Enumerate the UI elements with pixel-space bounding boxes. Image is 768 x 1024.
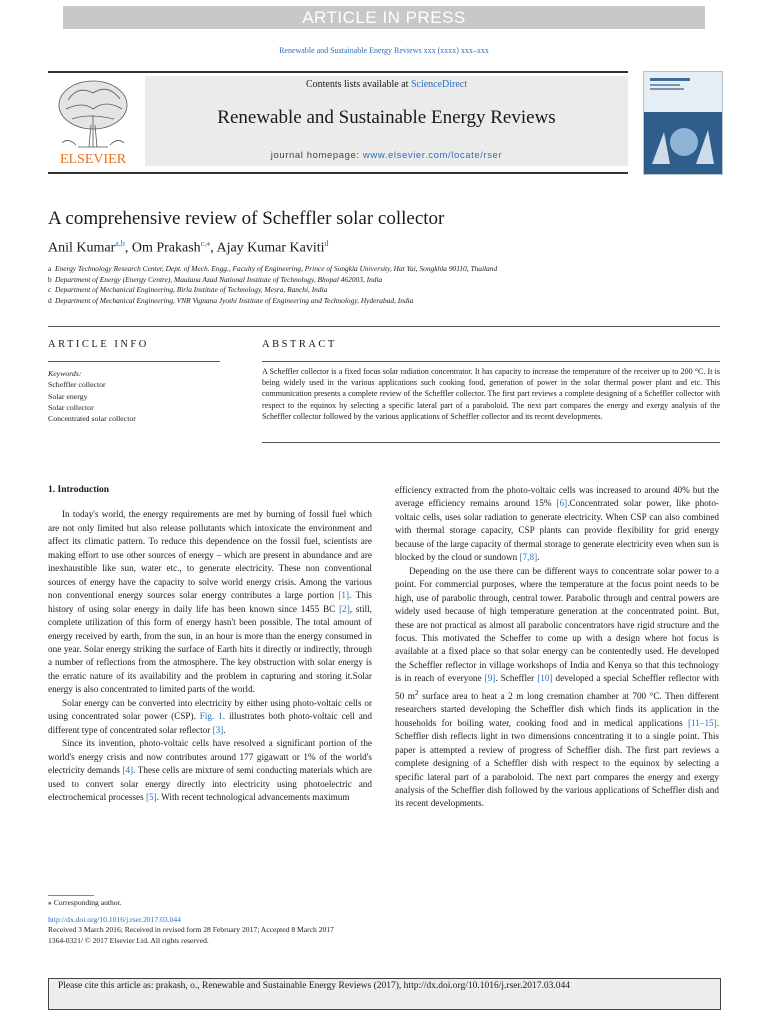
reference-link[interactable]: [2]	[339, 603, 350, 614]
paragraph	[395, 565, 719, 811]
keyword: Scheffler collector	[48, 380, 106, 390]
affiliation-text: Department of Mechanical Engineering, Birla Institute of Technology, Mesra, Ranchi, India	[55, 285, 328, 294]
affiliation-label: d	[48, 295, 52, 305]
reference-link[interactable]: [10]	[537, 673, 553, 684]
text-run: . illustrates both photo-voltaic cell and different type of concentrated solar reflector	[48, 711, 372, 735]
section-heading: 1. Introduction	[48, 485, 110, 495]
superscript: 2	[414, 687, 419, 697]
affiliation	[48, 264, 497, 275]
author-affiliation-sup[interactable]: c,⁎	[200, 239, 211, 248]
abstract-text: A Scheffler collector is a fixed focus solar radiation concentrator. It has capacity to increase the temperature of the receiver up to 200 °C. It is being widely used in the various applications such cooking food, generation of power in the solar thermal power plant and etc. This communication presents a complete review of the Scheffler collector. The first part reviews a complete designing of a Scheffler collector with respect to the equinox by selecting a specific lateral part of a paraboloid. The next part compares the energy and exergy analysis of the Scheffler collector followed by the various applications of Scheffler collector and its recent developments.	[262, 367, 720, 421]
figure-link[interactable]: Fig. 1	[199, 711, 223, 722]
body-right-column	[395, 484, 719, 811]
reference-link[interactable]: [9]	[484, 673, 496, 684]
affiliation-text: Department of Mechanical Engineering, VNR Vignana Jyothi Institute of Engineering and Technology, Hyderabad, India	[55, 295, 414, 305]
text-run: .	[223, 724, 226, 735]
elsevier-wordmark: ELSEVIER	[59, 152, 127, 167]
keyword: Solar collector	[48, 402, 94, 412]
journal-reference-link[interactable]: Renewable and Sustainable Energy Reviews xxx (xxxx) xxx–xxx	[279, 46, 489, 55]
copyright: 1364-0321/ © 2017 Elsevier Ltd. All rights reserved.	[48, 935, 209, 945]
received-dates: Received 3 March 2016; Received in revised form 28 February 2017; Accepted 8 March 2017	[48, 925, 334, 934]
text-run: . These cells are mixture of semi conducting materials which are used to convert solar energy directly into electricity using photoelectric and electrochemical processes	[48, 765, 372, 802]
journal-cover-image	[644, 72, 722, 174]
keyword: Concentrated solar collector	[48, 414, 136, 424]
author-name[interactable]: Anil Kumar	[48, 240, 116, 256]
article-info-heading: ARTICLE INFO	[48, 339, 149, 350]
affiliation	[48, 285, 497, 296]
body-left-column	[48, 484, 372, 804]
homepage-label: journal homepage:	[270, 150, 363, 161]
journal-homepage	[145, 150, 628, 161]
keywords-block	[48, 368, 136, 424]
affiliation-label: c	[48, 285, 52, 294]
keywords-label: Keywords:	[48, 369, 82, 378]
text-run: Since its invention, photo-voltaic cells have resolved a significant portion of the world's energy crisis and now contributes around 177 gigawatt or 1% of the world's electricity demands	[48, 738, 372, 776]
reference-link[interactable]: [11–15]	[687, 717, 717, 728]
header-top-rule	[48, 71, 628, 73]
affiliation-text: Energy Technology Research Center, Dept. of Mech. Engg., Faculty of Engineering, Prince of Songkla University, Hat Yai, Songkhla 90110, Thailand	[55, 264, 498, 273]
text-run: developed a special Scheffler reflector with 50 m	[395, 673, 719, 701]
author-affiliation-sup[interactable]: a,b	[115, 239, 125, 248]
text-run: . With recent technological advancements maximum	[156, 791, 350, 802]
abstract-bottom-rule	[262, 442, 720, 443]
paragraph	[48, 737, 372, 804]
paragraph	[48, 508, 372, 696]
text-run: Solar energy can be converted into electricity by either using photo-voltaic cells or using concentrated solar power (CSP).	[48, 697, 372, 722]
text-run: . Scheffler	[495, 673, 538, 684]
section-divider	[48, 326, 720, 327]
elsevier-logo	[48, 75, 138, 167]
author-name[interactable]: Om Prakash	[131, 240, 201, 256]
paragraph	[395, 484, 719, 565]
reference-link[interactable]: [5]	[145, 791, 157, 802]
paragraph	[48, 697, 372, 737]
footnotes	[48, 898, 334, 946]
affiliation-label: a	[48, 264, 52, 273]
abstract-rule	[262, 361, 720, 362]
reference-link[interactable]: [1]	[338, 590, 350, 601]
affiliation	[48, 275, 497, 286]
text-run: efficiency extracted from the photo-voltaic cells was increased to around 40% but the average efficiency remains around 15%	[395, 485, 719, 509]
abstract-heading: ABSTRACT	[262, 339, 337, 350]
reference-link[interactable]: [6]	[556, 498, 568, 509]
author-affiliation-sup[interactable]: d	[324, 239, 329, 248]
journal-cover-thumbnail[interactable]	[643, 71, 723, 175]
text-run: . Scheffler dish reflects light in two dimensions concentrating it to a single point. This paper is attempted a review of progress of Scheffler dish. The first part reviews a complete designing of a Scheffler dish with respect to the equinox by selecting a specific lateral part of a paraboloid. The next part compares the energy and exergy analysis of the Scheffler dish followed by the various applications of Scheffler dish and its recent developments.	[395, 717, 719, 809]
text-run: . This history of using solar energy in daily life has been known since 1455 BC	[48, 590, 373, 614]
citation-text: Please cite this article as: prakash, o., Renewable and Sustainable Energy Reviews (2017), http://dx.doi.org/10.1016/j.rser.2017.03.044	[58, 981, 571, 991]
text-run: .	[537, 552, 540, 563]
journal-title: Renewable and Sustainable Energy Reviews	[217, 107, 556, 128]
text-run: Depending on the use there can be different ways to concentrate solar power to a point. For commercial purposes, where the temperature at the focus point needs to be high, use of parabolic through, central tower. Parabolic through and central powers are widely used because of high temperature generation at the concentrated point. But, these are not practical as almost all parabolic concentrators have rigid structure and the focus. This motivated the Scheffer to come up with a design where hot focus is available at a fixed place so that solar energy can be contentedly used. He developed the Scheffler reflector in village workshops of India and Kenya so that this technology is in reach of everyone	[395, 565, 719, 684]
elsevier-tree-icon	[48, 75, 138, 167]
contents-prefix: Contents lists available at	[305, 79, 411, 90]
header-bottom-rule	[48, 172, 628, 174]
article-title: A comprehensive review of Scheffler solar collector	[48, 208, 445, 229]
author-name[interactable]: Ajay Kumar Kaviti	[216, 240, 325, 256]
text-run: In today's world, the energy requirements are met by burning of fossil fuel which are not only limited but also release pollutants which intoxicate the environment and affect its climatic pattern. To reduce this dependence on the fossil fuel, scientists are making effort to use other sources of energy – which are present in abundance and are inexhaustible like sun, water etc., to generate electricity. These non conventional sources of energy have the capacity to solve world energy crisis. Among the various non conventional energy sources solar energy contributes a large portion	[48, 509, 372, 601]
text-run: .Concentrated solar power, like photo-voltaic cells, uses solar radiation to generate electricity. When CSP can also combined with thermal storage capacity, CSP plants can provide flexibility for grid energy because of the large capacity of thermal storage to generate electricity even when sun is blocked by the cloud or sundown	[395, 498, 719, 563]
affiliation-label: b	[48, 274, 52, 284]
article-info-rule	[48, 361, 220, 362]
doi-link[interactable]: http://dx.doi.org/10.1016/j.rser.2017.03.044	[48, 914, 181, 924]
corresponding-author-note: ⁎ Corresponding author.	[48, 898, 122, 907]
text-run: surface area to heat a 2 m long cremation chamber at 700 °C. Then different researchers started developing the Scheffler dish which finds its application in the households for boiling water, cooking food and in medical applications	[395, 690, 719, 728]
reference-link[interactable]: [3]	[212, 724, 224, 735]
footnote-rule	[48, 895, 94, 896]
text-run: , still, complete utilization of this form of energy hasn't been possible. The total amount of energy received by earth, from the sun, in an hour is more than the energy consumed in one year. Solar energy striking the surface of Earth hits it directly or indirectly, through a number of reflections from the atmosphere. The key obstruction with solar energy is the erratic nature of its availability and the problem in capturing and storing it.Solar energy is also concentrated to limited parts of the world.	[48, 603, 372, 695]
reference-link[interactable]: [7,8]	[519, 552, 538, 563]
author-list: Anil Kumar$^{a,b}$, Om Prakash$^{c,⁎}$, Ajay Kumar Kaviti$^d$	[48, 239, 329, 256]
keyword: Solar energy	[48, 391, 88, 401]
contents-line	[145, 79, 628, 90]
affiliation-text: Department of Energy (Energy Centre), Maulana Azad National Institute of Technology, Bhopal 462003, India	[55, 274, 383, 284]
reference-link[interactable]: [4]	[122, 765, 134, 776]
homepage-link[interactable]: www.elsevier.com/locate/rser	[362, 150, 503, 161]
sciencedirect-link[interactable]: ScienceDirect	[410, 79, 468, 90]
affiliation	[48, 296, 497, 307]
affiliations	[48, 264, 497, 306]
article-in-press-banner: ARTICLE IN PRESS	[63, 6, 705, 29]
